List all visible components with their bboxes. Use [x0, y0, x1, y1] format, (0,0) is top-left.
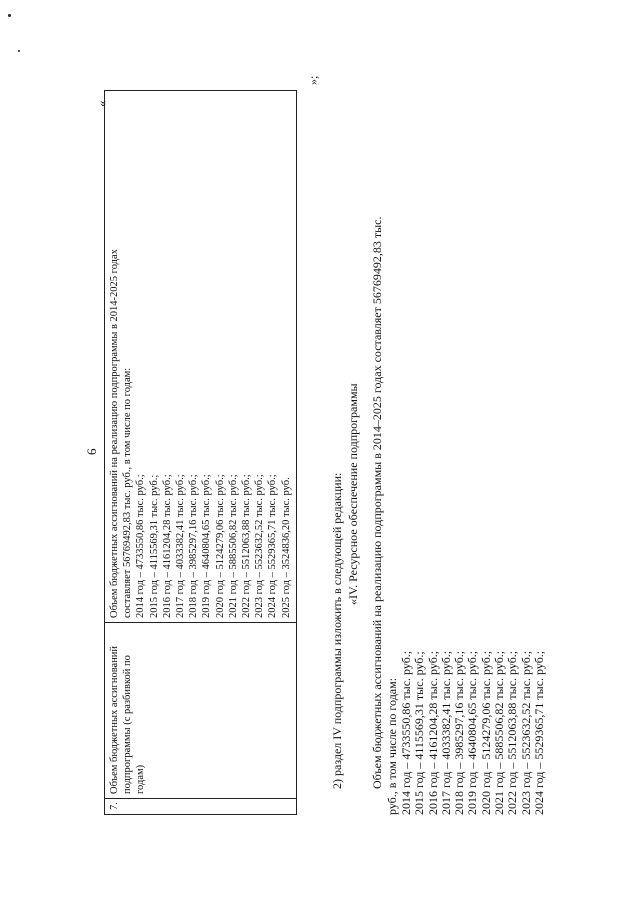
list-item: 2015 год – 4115569,31 тыс. руб.;	[412, 651, 427, 815]
value-line: 2016 год – 4161204,28 тыс. руб.;	[161, 474, 173, 618]
list-item: 2018 год – 3985297,16 тыс. руб.;	[452, 650, 467, 815]
list-item: 2014 год – 4733550,86 тыс. руб.;	[399, 650, 413, 815]
amendment-intro: 2) раздел IV подпрограммы изложить в следующей редакции:	[330, 472, 344, 789]
closing-quote: »;	[306, 75, 320, 85]
row-number: 7.	[109, 802, 120, 810]
yearly-funding-list	[400, 651, 546, 815]
opening-quote: «	[94, 100, 109, 107]
value-line: 2020 год – 5124279,06 тыс. руб.;	[214, 474, 226, 618]
paragraph-line: руб., в том числе по годам:	[385, 677, 399, 815]
value-line: 2019 год – 4640804,65 тыс. руб.;	[201, 474, 213, 618]
list-item: 2017 год – 4033382,41 тыс. руб.;	[438, 650, 453, 815]
value-line: 2023 год – 5523632,52 тыс. руб.;	[254, 474, 266, 618]
list-item: 2024 год – 5529365,71 тыс. руб.;	[531, 650, 546, 815]
list-item: 2021 год – 5885506,82 тыс. руб.;	[492, 650, 507, 815]
list-item: 2019 год – 4640804,65 тыс. руб.;	[465, 650, 480, 815]
value-line: Объем бюджетных ассигнований на реализацию подпрограммы в 2014-2025 годах	[109, 249, 120, 618]
row-label: Объем бюджетных ассигнований подпрограммы (с разбивкой по годам)	[109, 645, 147, 794]
page-number: 6	[84, 448, 99, 455]
list-item: 2022 год – 5512063,88 тыс. руб.;	[505, 650, 520, 815]
section-heading: «IV. Ресурсное обеспечение подпрограммы	[346, 383, 360, 605]
value-line: 2024 год – 5529365,71 тыс. руб.;	[267, 474, 279, 618]
value-line: 2017 год – 4033382,41 тыс. руб.;	[175, 474, 187, 618]
subprogram-passport-table	[104, 90, 297, 815]
table-row	[105, 91, 297, 815]
value-line: 2014 год – 4733550,86 тыс. руб.;	[135, 474, 147, 618]
value-line: 2015 год – 4115569,31 тыс. руб.;	[148, 474, 160, 618]
list-item: 2016 год – 4161204,28 тыс. руб.;	[425, 650, 440, 815]
row-number-cell	[105, 799, 297, 815]
value-line: 2021 год – 5885506,82 тыс. руб.;	[227, 474, 239, 618]
value-line: 2025 год – 3524836,20 тыс. руб.	[280, 477, 292, 618]
row-value-cell	[105, 91, 297, 623]
paragraph-line: Объем бюджетных ассигнований на реализацию подпрограммы в 2014–2025 годах составляет 56769492,83 тыс.	[370, 216, 384, 789]
list-item: 2020 год – 5124279,06 тыс. руб.;	[478, 650, 493, 815]
row-label-cell	[105, 623, 297, 799]
value-line: составляет 56769492,83 тыс. руб., в том числе по годам:	[122, 367, 134, 618]
funding-paragraph	[370, 115, 400, 815]
value-line: 2018 год – 3985297,16 тыс. руб.;	[188, 474, 200, 618]
list-item: 2023 год – 5523632,52 тыс. руб.;	[518, 650, 533, 815]
value-line: 2022 год – 5512063,88 тыс. руб.;	[241, 474, 253, 618]
